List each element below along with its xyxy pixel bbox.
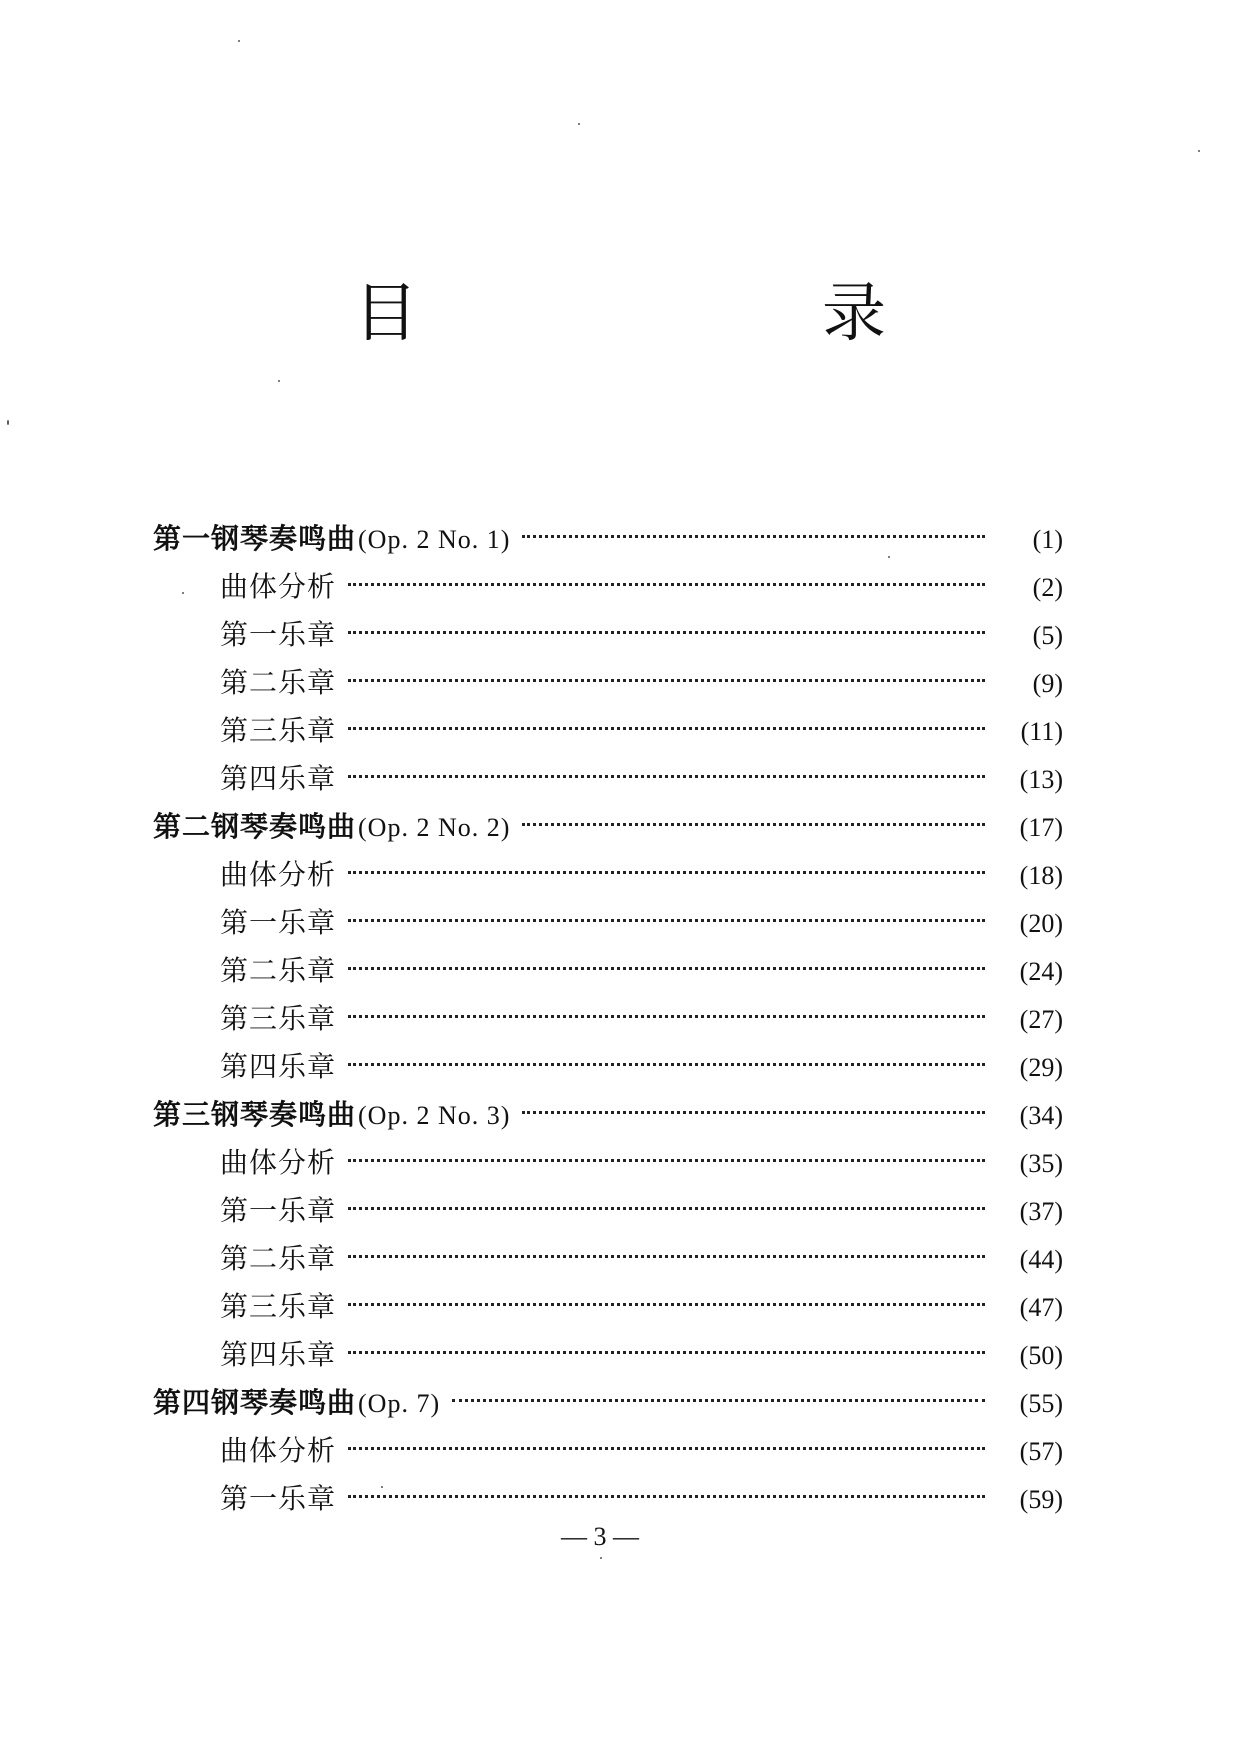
- dot-leader: [348, 1351, 985, 1354]
- toc-entry-title-text: 第二乐章: [220, 666, 337, 699]
- toc-entry-title: [220, 947, 336, 995]
- scan-speck: [278, 380, 280, 382]
- scan-speck: [238, 40, 240, 42]
- toc-entry-page: (34): [1019, 1101, 1063, 1130]
- toc-entry-title: [220, 851, 336, 899]
- toc-entry-title: [220, 563, 336, 611]
- scan-speck: [578, 123, 580, 125]
- dot-leader: [348, 1207, 985, 1210]
- toc-entry-title-text: 第二乐章: [220, 1242, 337, 1275]
- dot-leader: [348, 631, 985, 634]
- toc-entry-title-text: 第二乐章: [220, 954, 337, 987]
- toc-entry-title: [153, 1379, 440, 1428]
- dot-leader: [348, 679, 985, 682]
- toc-entry-title-text: 第三乐章: [220, 1002, 337, 1035]
- toc-entry-sonata[interactable]: [153, 1091, 1063, 1139]
- toc-entry-section[interactable]: [153, 1427, 1063, 1475]
- dot-leader: [348, 871, 985, 874]
- toc-entry-page: (59): [1019, 1485, 1063, 1514]
- toc-entry-title: [220, 1475, 336, 1523]
- toc-entry-title-text: 第一乐章: [220, 906, 337, 939]
- dot-leader: [348, 1015, 985, 1018]
- scan-speck: [182, 592, 184, 594]
- toc-entry-page: (27): [1019, 1005, 1063, 1034]
- dot-leader: [348, 1159, 985, 1162]
- dot-leader: [348, 1303, 985, 1306]
- scan-speck: [7, 420, 9, 425]
- toc-entry-section[interactable]: [153, 947, 1063, 995]
- dot-leader: [348, 967, 985, 970]
- toc-entry-section[interactable]: [153, 563, 1063, 611]
- toc-entry-title-text: 曲体分析: [220, 570, 337, 603]
- scan-speck: [600, 1557, 602, 1559]
- toc-entry-section[interactable]: [153, 611, 1063, 659]
- toc-entry-title-text: 第三乐章: [220, 1290, 337, 1323]
- toc-entry-page: (17): [1019, 813, 1063, 842]
- toc-entry-page: (11): [1020, 717, 1063, 746]
- dot-leader: [348, 775, 985, 778]
- toc-entry-page: (55): [1019, 1389, 1063, 1418]
- dot-leader: [452, 1399, 985, 1402]
- toc-entry-title: [153, 803, 510, 852]
- toc-entry-page: (1): [1032, 525, 1063, 554]
- toc-entry-title: [220, 755, 336, 803]
- toc-entry-title: [220, 1235, 336, 1283]
- dot-leader: [348, 583, 985, 586]
- toc-entry-title: [220, 1283, 336, 1331]
- page-number: — 3 —: [561, 1522, 639, 1551]
- dot-leader: [522, 823, 985, 826]
- toc-entry-title-text: 曲体分析: [220, 1146, 337, 1179]
- toc-entry-page: (44): [1019, 1245, 1063, 1274]
- toc-entry-title-text: 第三乐章: [220, 714, 337, 747]
- toc-entry-section[interactable]: [153, 1187, 1063, 1235]
- toc-entry-title: [220, 995, 336, 1043]
- toc-entry-title-text: 第一乐章: [220, 618, 337, 651]
- toc-entry-opus: (Op. 2 No. 3): [358, 1101, 511, 1130]
- toc-entry-title-text: 第一钢琴奏鸣曲: [153, 522, 357, 555]
- toc-entry-page: (13): [1019, 765, 1063, 794]
- toc-entry-section[interactable]: [153, 1331, 1063, 1379]
- toc-entry-title: [220, 611, 336, 659]
- toc-entry-opus: (Op. 2 No. 2): [358, 813, 511, 842]
- scan-speck: [1198, 150, 1200, 152]
- toc-entry-section[interactable]: [153, 707, 1063, 755]
- toc-entry-opus: (Op. 2 No. 1): [358, 525, 511, 554]
- toc-entry-title: [220, 1043, 336, 1091]
- toc-entry-section[interactable]: [153, 851, 1063, 899]
- toc-entry-title-text: 第四乐章: [220, 1338, 337, 1371]
- toc-entry-page: (20): [1019, 909, 1063, 938]
- toc-entry-page: (50): [1019, 1341, 1063, 1370]
- page-title: 目 录: [354, 277, 1056, 351]
- dot-leader: [348, 727, 985, 730]
- toc-entry-title-text: 第三钢琴奏鸣曲: [153, 1098, 357, 1131]
- dot-leader: [348, 919, 985, 922]
- toc-entry-title: [220, 707, 336, 755]
- scan-speck: [381, 1486, 383, 1488]
- toc-entry-page: (9): [1032, 669, 1063, 698]
- toc-entry-section[interactable]: [153, 659, 1063, 707]
- toc-entry-page: (57): [1019, 1437, 1063, 1466]
- toc-entry-title: [220, 659, 336, 707]
- dot-leader: [522, 1111, 985, 1114]
- toc-entry-page: (18): [1019, 861, 1063, 890]
- toc-entry-section[interactable]: [153, 1235, 1063, 1283]
- toc-entry-title: [220, 1427, 336, 1475]
- toc-entry-title: [153, 515, 510, 564]
- toc-entry-title-text: 第四钢琴奏鸣曲: [153, 1386, 357, 1419]
- scan-speck: [888, 556, 890, 558]
- toc-entry-page: (29): [1019, 1053, 1063, 1082]
- toc-entry-section[interactable]: [153, 995, 1063, 1043]
- toc-entry-page: (24): [1019, 957, 1063, 986]
- toc-entry-title: [220, 899, 336, 947]
- toc-entry-title: [220, 1187, 336, 1235]
- toc-entry-title: [153, 1091, 510, 1140]
- toc-entry-section[interactable]: [153, 1475, 1063, 1523]
- toc-entry-title: [220, 1139, 336, 1187]
- dot-leader: [348, 1495, 985, 1498]
- toc-entry-title-text: 第一乐章: [220, 1194, 337, 1227]
- dot-leader: [522, 535, 985, 538]
- dot-leader: [348, 1447, 985, 1450]
- toc-entry-section[interactable]: [153, 899, 1063, 947]
- toc-entry-title-text: 曲体分析: [220, 858, 337, 891]
- toc-entry-page: (5): [1032, 621, 1063, 650]
- toc-entry-title-text: 第二钢琴奏鸣曲: [153, 810, 357, 843]
- dot-leader: [348, 1255, 985, 1258]
- toc-entry-title-text: 曲体分析: [220, 1434, 337, 1467]
- toc-entry-title-text: 第四乐章: [220, 762, 337, 795]
- toc-entry-section[interactable]: [153, 1283, 1063, 1331]
- toc-entry-page: (37): [1019, 1197, 1063, 1226]
- toc-entry-page: (2): [1032, 573, 1063, 602]
- toc-entry-section[interactable]: [153, 755, 1063, 803]
- toc-entry-sonata[interactable]: [153, 1379, 1063, 1427]
- toc-entry-sonata[interactable]: [153, 803, 1063, 851]
- toc-entry-section[interactable]: [153, 1043, 1063, 1091]
- toc-entry-section[interactable]: [153, 1139, 1063, 1187]
- toc-entry-sonata[interactable]: [153, 515, 1063, 563]
- toc-entry-page: (47): [1019, 1293, 1063, 1322]
- toc-entry-opus: (Op. 7): [358, 1389, 441, 1418]
- dot-leader: [348, 1063, 985, 1066]
- toc-entry-title-text: 第四乐章: [220, 1050, 337, 1083]
- toc-entry-page: (35): [1019, 1149, 1063, 1178]
- toc-entry-title-text: 第一乐章: [220, 1482, 337, 1515]
- table-of-contents: [153, 515, 1063, 1523]
- toc-entry-title: [220, 1331, 336, 1379]
